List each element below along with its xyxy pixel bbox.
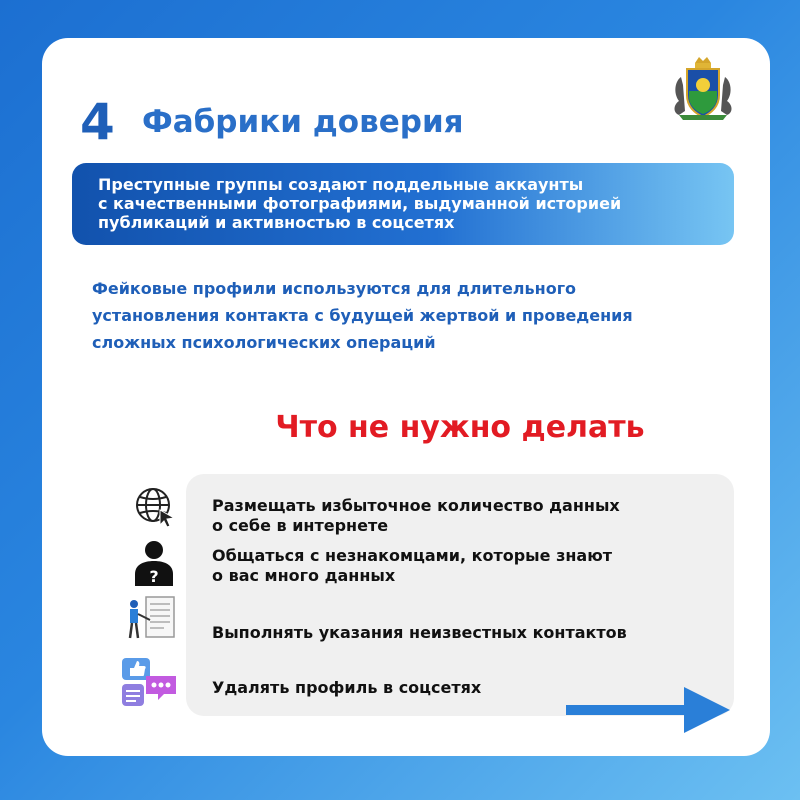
dont-item-line: о вас много данных — [212, 566, 396, 585]
dont-item-line: Выполнять указания неизвестных контактов — [212, 623, 627, 642]
dont-item-line: Удалять профиль в соцсетях — [212, 678, 482, 697]
dont-item — [212, 546, 682, 586]
donts-title: Что не нужно делать — [275, 410, 645, 445]
unknown-person-icon — [132, 538, 176, 586]
paragraph-line: Фейковые профили используются для длительного — [92, 279, 577, 298]
dont-item-line: Общаться с незнакомцами, которые знают — [212, 546, 613, 565]
person-document-icon — [122, 594, 178, 646]
dont-item — [212, 623, 682, 643]
intro-banner-text — [98, 175, 698, 232]
banner-line: с качественными фотографиями, выдуманной историей — [98, 194, 622, 213]
dont-item — [212, 496, 682, 536]
social-like-chat-icon — [120, 656, 178, 712]
banner-line: публикаций и активностью в соцсетях — [98, 213, 455, 232]
page-title: Фабрики доверия — [142, 104, 464, 140]
next-arrow-icon[interactable] — [566, 685, 734, 735]
section-number: 4 — [80, 93, 115, 151]
paragraph-line: установления контакта с будущей жертвой и проведения — [92, 306, 633, 325]
coat-of-arms-icon — [665, 55, 741, 121]
banner-line: Преступные группы создают поддельные аккаунты — [98, 175, 584, 194]
dont-item-line: о себе в интернете — [212, 516, 389, 535]
dont-item-line: Размещать избыточное количество данных — [212, 496, 620, 515]
svg-text:?: ? — [149, 567, 159, 586]
globe-cursor-icon — [134, 486, 176, 528]
description-paragraph — [92, 275, 732, 356]
paragraph-line: сложных психологических операций — [92, 333, 436, 352]
